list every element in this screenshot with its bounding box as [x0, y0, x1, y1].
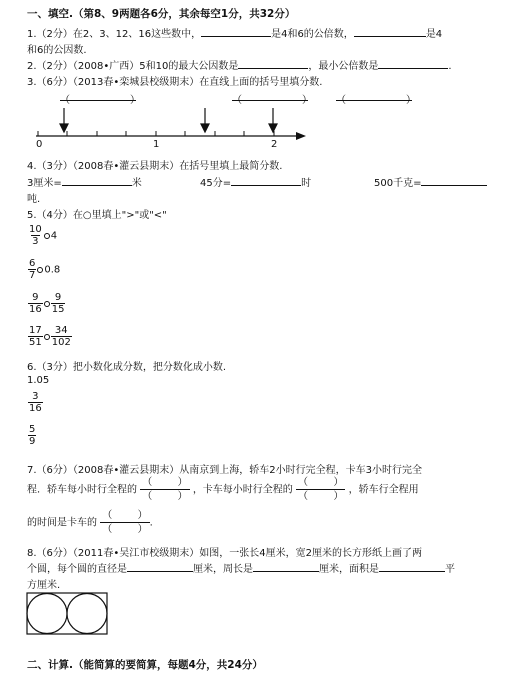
q3-answer-2[interactable]: （ ） — [232, 95, 312, 106]
q2-text-a: 2.（2分）（2008•广西）5和10的最大公因数是 — [27, 61, 239, 72]
q4-c-label: 500千克= — [374, 178, 422, 189]
q4-b-unit: 时 — [301, 178, 312, 189]
fraction: $\frac{5}{9}$ — [29, 424, 36, 447]
q4-a-label: 3厘米= — [27, 178, 62, 189]
q1-blank-1[interactable] — [201, 26, 271, 37]
q5-item-2: $\frac{6}{7}$ 0.8 — [29, 258, 61, 281]
q3-answer-3[interactable]: （ ） — [336, 95, 416, 106]
tick-label-0: 0 — [36, 139, 43, 150]
fraction: $\frac{9}{16}$ — [29, 292, 42, 315]
q7-line2 — [27, 476, 419, 503]
q6-item-2 — [28, 391, 43, 414]
q8-text-c: 厘米，面积是 — [319, 564, 379, 575]
fraction: $\frac{17}{51}$ — [29, 325, 42, 348]
q4-item-b — [200, 174, 311, 189]
fraction: $\frac{6}{7}$ — [29, 258, 36, 281]
q4-item-a — [27, 174, 142, 189]
fraction: $\frac{3}{16}$ — [29, 391, 42, 414]
arrow-3-head — [269, 124, 277, 132]
q6-item-1: 1.05 — [27, 375, 50, 386]
q2-blank-2[interactable] — [378, 58, 448, 69]
q7-period: . — [149, 517, 153, 529]
q5-item-3 — [28, 292, 65, 315]
q8-rectangle-with-circles-figure — [26, 592, 110, 636]
q2-line — [27, 57, 452, 72]
circle-left — [27, 594, 67, 634]
q6-question: 6.（3分）把小数化成分数，把分数化成小数. — [27, 362, 227, 373]
q1-text-c: 是4 — [425, 29, 443, 40]
section-1-title: 一、填空.（第8、9两题各6分，其余每空1分，共32分） — [27, 8, 296, 20]
section-2-title: 二、计算.（能简算的要简算，每题4分，共24分） — [27, 659, 263, 671]
tick-label-2: 2 — [271, 139, 278, 150]
q8-line3: 方厘米. — [27, 580, 61, 591]
q3-answer-3-line — [336, 100, 412, 101]
q4-item-c — [374, 174, 487, 189]
q7-text-a: 程．轿车每小时行全程的 — [27, 484, 137, 496]
q3-answer-1-line — [60, 100, 136, 101]
q7-line1: 7.（6分）（2008春•灌云县期末）从南京到上海，轿车2小时行完全程，卡车3小时行完全 — [27, 465, 422, 476]
q1-line2: 和6的公因数. — [27, 45, 87, 56]
q7-text-c: ，轿车行全程用 — [348, 484, 419, 496]
q3-answer-2-line — [232, 100, 308, 101]
q8-text-b: 厘米，周长是 — [193, 564, 253, 575]
fraction: $\frac{34}{102}$ — [51, 325, 71, 348]
q1-text-a: 1.（2分）在2、3、12、16这些数中， — [27, 29, 202, 40]
q2-text-b: ，最小公倍数是 — [308, 61, 379, 72]
compare-circle[interactable] — [44, 301, 50, 307]
q7-line3 — [27, 509, 153, 536]
number-line-arrowhead — [296, 132, 306, 140]
q7-text-b: ，卡车每小时行全程的 — [192, 484, 293, 496]
q8-text-a: 个圆，每个圆的直径是 — [27, 564, 127, 575]
tick-label-1: 1 — [153, 139, 160, 150]
q3-answer-1[interactable]: （ ） — [60, 95, 140, 106]
q2-blank-1[interactable] — [238, 58, 308, 69]
q8-line2 — [27, 560, 455, 575]
q7-answer-frac-1[interactable]: （ ） （ ） — [142, 477, 188, 502]
q6-item-3 — [28, 424, 36, 447]
fraction: $\frac{10}{3}$ — [29, 224, 42, 247]
q5-item-4 — [28, 325, 72, 348]
q8-blank-3[interactable] — [379, 561, 445, 572]
q8-text-d: 平 — [445, 564, 455, 575]
circle-right — [67, 594, 107, 634]
q1-line1 — [27, 25, 442, 40]
q4-a-unit: 米 — [131, 178, 142, 189]
q7-text-d: 的时间是卡车的 — [27, 517, 97, 529]
q4-blank-b[interactable] — [231, 175, 301, 186]
arrow-1-head — [60, 124, 68, 132]
q7-answer-frac-3[interactable]: （ ） （ ） — [102, 510, 148, 535]
q4-question: 4.（3分）（2008春•灌云县期末）在括号里填上最简分数. — [27, 161, 283, 172]
q1-blank-2[interactable] — [354, 26, 426, 37]
q8-blank-1[interactable] — [127, 561, 193, 572]
q5-item-1: $\frac{10}{3}$ 4 — [29, 224, 58, 247]
compare-circle[interactable] — [37, 267, 43, 273]
compare-circle[interactable] — [44, 334, 50, 340]
q1-text-b: 是4和6的公倍数， — [271, 29, 354, 40]
compare-circle[interactable] — [44, 233, 50, 239]
fraction: $\frac{9}{15}$ — [51, 292, 65, 315]
arrow-2-head — [201, 124, 209, 132]
q5-question: 5.（4分）在○里填上">"或"<" — [27, 210, 167, 221]
q4-b-label: 45分= — [200, 178, 232, 189]
q2-text-c: . — [448, 61, 452, 72]
q4-blank-c[interactable] — [421, 175, 487, 186]
q4-c-unit: 吨. — [27, 194, 41, 205]
q8-blank-2[interactable] — [253, 561, 319, 572]
q3-question: 3.（6分）（2013春•栾城县校级期末）在直线上面的括号里填分数. — [27, 77, 323, 88]
q8-line1: 8.（6分）（2011春•吴江市校级期末）如图，一张长4厘米，宽2厘米的长方形纸上画了两 — [27, 548, 422, 559]
q7-answer-frac-2[interactable]: （ ） （ ） — [298, 477, 344, 502]
q4-blank-a[interactable] — [62, 175, 132, 186]
